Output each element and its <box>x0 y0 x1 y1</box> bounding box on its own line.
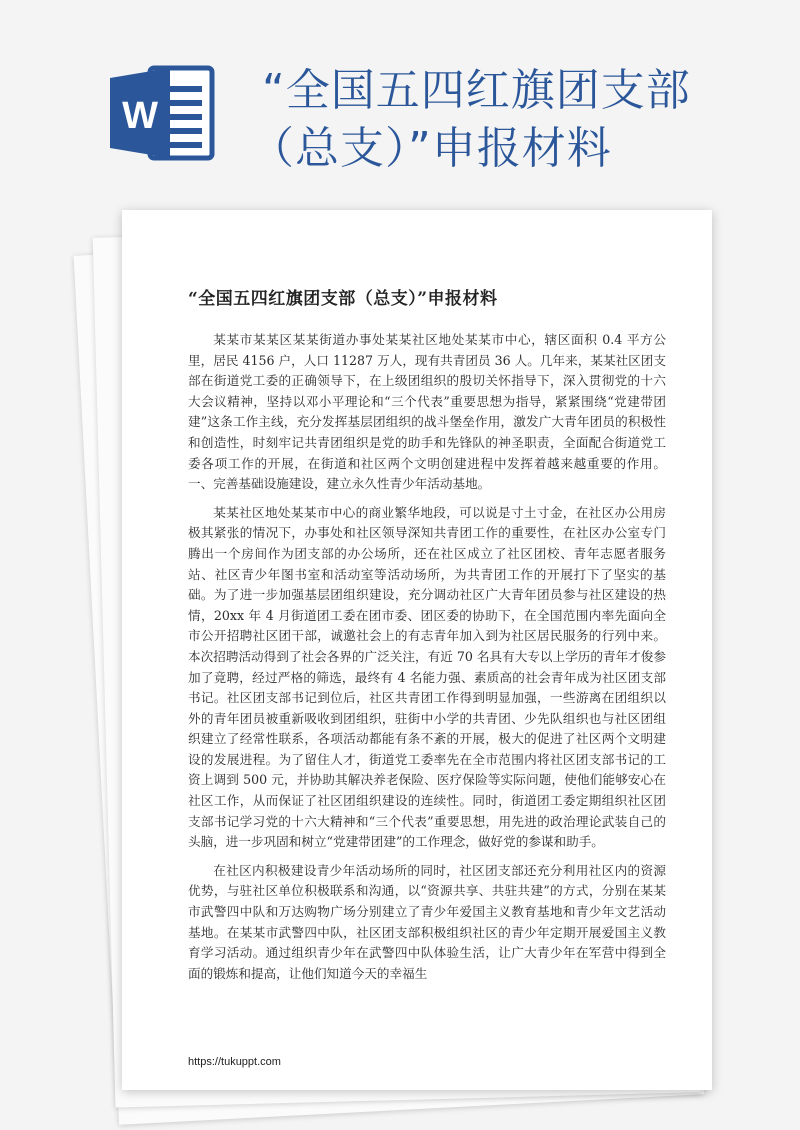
svg-text:W: W <box>122 95 158 137</box>
body-paragraph: 某某市某某区某某街道办事处某某社区地处某某市中心，辖区面积 0.4 平方公里，居民 4156 户，人口 11287 万人，现有共青团员 36 人。几年来，某某社区团支部在街道党工委的正确领导下，在上级团组织的殷切关怀指导下，深入贯彻党的十六大会议精神，坚持以邓小平理论和“三个代表”重要思想为指导，紧紧围绕“党建带团建”这条工作主线，充分发挥基层团组织的战斗堡垒作用，激发广大青年团员的积极性和创造性，时刻牢记共青团组织是党的助手和先锋队的神圣职责，全面配合街道党工委各项工作的开展，在街道和社区两个文明创建进程中发挥着越来越重要的作用。一、完善基础设施建设，建立永久性青少年活动基地。 <box>188 332 666 492</box>
body-paragraph: 在社区内积极建设青少年活动场所的同时，社区团支部还充分利用社区内的资源优势，与驻社区单位积极联系和沟通，以“资源共享、共驻共建”的方式，分别在某某市武警四中队和万达购物广场分别建立了青少年爱国主义教育基地和青少年文艺活动基地。在某某市武警四中队，社区团支部积极组织社区的青少年定期开展爱国主义教育学习活动。通过组织青少年在武警四中队体验生活，让广大青少年在军营中得到全面的锻炼和提高，让他们知道今天的幸福生 <box>188 862 666 981</box>
header-title-line-1: “全国五四红旗团支部 <box>262 65 691 116</box>
document-body <box>188 330 666 992</box>
body-paragraph: 某某社区地处某某市中心的商业繁华地段，可以说是寸土寸金，在社区办公用房极其紧张的情况下，办事处和社区领导深知共青团工作的重要性，在社区办公室专门腾出一个房间作为团支部的办公场所，还在社区成立了社区团校、青年志愿者服务站、社区青少年图书室和活动室等活动场所，为共青团工作的开展打下了坚实的基础。为了进一步加强基层团组织建设，充分调动社区广大青年团员参与社区建设的热情，20xx 年 4 月街道团工委在团市委、团区委的协助下，在全国范围内率先面向全市公开招聘社区团干部，诚邀社会上的有志青年加入到为社区居民服务的行列中来。本次招聘活动得到了社会各界的广泛关注，有近 70 名具有大专以上学历的青年才俊参加了竟聘，经过严格的筛选，最终有 4 名能力强、素质高的社会青年成为社区团支部书记。社区团支部书记到位后，社区共青团工作得到明显加强，一些游离在团组织以外的青年团员被重新吸收到团组织，驻街中小学的共青团、少先队组织也与社区团组织建立了经常性联系，各项活动都能有条不紊的开展，极大的促进了社区两个文明建设的发展进程。为了留住人才，街道党工委率先在全市范围内将社区团支部书记的工资上调到 500 元，并协助其解决养老保险、医疗保险等实际问题，使他们能够安心在社区工作，从而保证了社区团组织建设的连续性。同时，街道团工委定期组织社区团支部书记学习党的十六大精神和“三个代表”重要思想，用先进的政治理论武装自己的头脑，进一步巩固和树立“党建带团建”的工作理念，做好党的参谋和助手。 <box>188 504 666 850</box>
header-title-line-2: （总支）”申报材料 <box>250 123 612 174</box>
footer-url: https://tukuppt.com <box>188 1056 281 1068</box>
document-title: “全国五四红旗团支部（总支）”申报材料 <box>188 289 498 309</box>
word-document-icon <box>108 64 216 162</box>
document-page <box>122 210 712 1090</box>
header-banner <box>0 0 800 190</box>
header-title <box>250 62 782 178</box>
